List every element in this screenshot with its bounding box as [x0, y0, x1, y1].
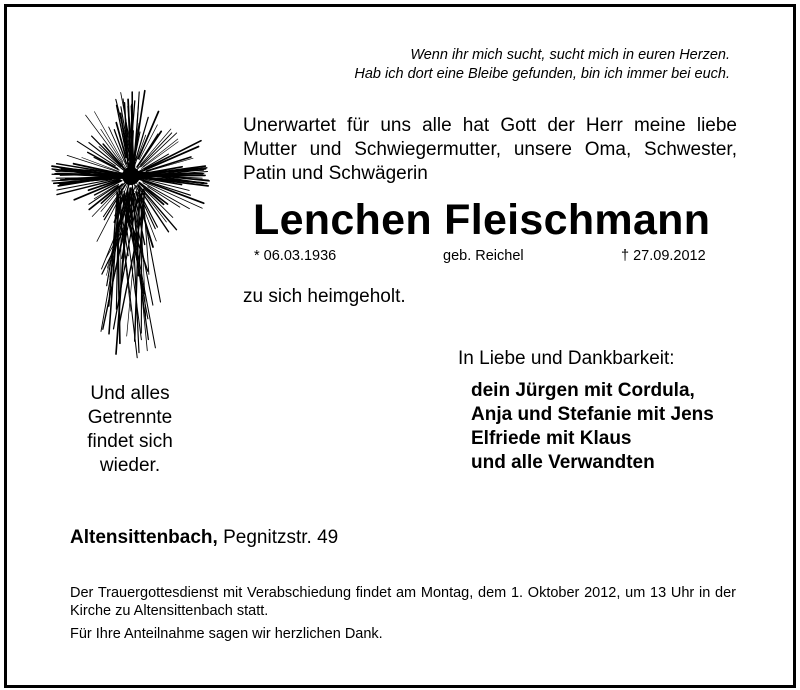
- side-quote-line: findet sich: [87, 431, 173, 452]
- motto: [300, 46, 730, 84]
- deceased-name: Lenchen Fleischmann: [253, 196, 711, 244]
- side-quote-line: Getrennte: [87, 407, 173, 428]
- address-place: Altensittenbach,: [70, 527, 218, 548]
- address-street: Pegnitzstr. 49: [223, 527, 339, 548]
- motto-line: Hab ich dort eine Bleibe gefunden, bin ich immer bei euch.: [354, 66, 730, 82]
- side-quote-line: wieder.: [99, 455, 161, 476]
- closing-thanks: Für Ihre Anteilnahme sagen wir herzlichen Dank.: [70, 626, 383, 642]
- maiden-name: geb. Reichel: [443, 248, 524, 264]
- mourner-line: und alle Verwandten: [471, 452, 655, 473]
- mourner-line: Anja und Stefanie mit Jens: [471, 404, 714, 425]
- mourner-line: Elfriede mit Klaus: [471, 428, 632, 449]
- birth-date: * 06.03.1936: [254, 248, 337, 264]
- mourner-line: dein Jürgen mit Cordula,: [471, 380, 695, 401]
- address: [70, 527, 338, 549]
- side-quote: [70, 382, 190, 478]
- mourners-list: [471, 379, 714, 475]
- side-quote-line: Und alles: [90, 383, 170, 404]
- death-date: † 27.09.2012: [621, 248, 706, 264]
- radiant-cross-icon: [50, 88, 212, 366]
- motto-line: Wenn ihr mich sucht, sucht mich in euren Herzen.: [410, 47, 730, 63]
- thanks-intro: In Liebe und Dankbarkeit:: [458, 348, 675, 369]
- service-notice: Der Trauergottesdienst mit Verabschiedung findet am Montag, dem 1. Oktober 2012, um 13 Uhr in der Kirche zu Altensittenbach statt.: [70, 585, 736, 619]
- announcement-text: Unerwartet für uns alle hat Gott der Herr meine liebe Mutter und Schwiegermutter, unsere Oma, Schwester, Patin und Schwägerin: [243, 115, 737, 184]
- taken-home-text: zu sich heimgeholt.: [243, 286, 406, 307]
